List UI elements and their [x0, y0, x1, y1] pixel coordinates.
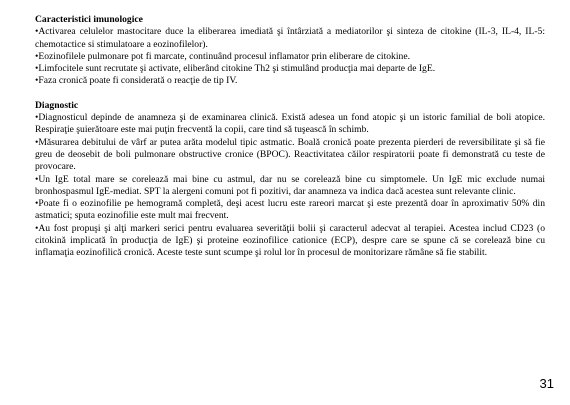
paragraph: •Poate fi o eozinofilie pe hemogramă completă, deşi acest lucru este rareori marcat şi este prezentă doar în aproximativ 50% din astmatici; sputa eozinofilie este mult mai frecvent. [35, 198, 545, 222]
section-spacer [35, 88, 545, 100]
section-title-diagnostic: Diagnostic [35, 99, 79, 111]
paragraph: •Un IgE total mare se corelează mai bine cu astmul, dar nu se corelează bine cu simptomele. Un IgE mic exclude numai bronhospasmul IgE-mediat. SPT la alergeni comuni pot fi pozitivi, dar anamneza va indica dacă acestea sunt relevante clinic. [35, 173, 545, 197]
paragraph: •Limfocitele sunt recrutate şi activate, eliberând citokine Th2 şi stimulând producţia mai departe de IgE. [35, 63, 436, 75]
page-number: 31 [539, 376, 554, 391]
paragraph: •Faza cronică poate fi considerată o reacţie de tip IV. [35, 75, 238, 87]
document-page [35, 14, 545, 260]
paragraph: •Diagnosticul depinde de anamneza şi de examinarea clinică. Există adesea un fond atopic şi un istoric familial de boli atopice. Respiraţie şuierătoare este mai puţin frecventă la copii, care tind să tuşească în schimb. [35, 112, 545, 136]
paragraph: •Activarea celulelor mastocitare duce la eliberarea imediată şi întârziată a mediatorilor şi sinteza de citokine (IL-3, IL-4, IL-5: chemotactice si stimulatoare a eozinofilelor). [35, 26, 545, 50]
paragraph: •Măsurarea debitului de vârf ar putea arăta modelul tipic astmatic. Boală cronică poate prezenta pierderi de reversibilitate şi să fie greu de deosebit de boli pulmonare obstructive cronice (BPOC). Reactivitatea căilor respiratorii poate fi demonstrată cu teste de provocare. [35, 136, 545, 173]
paragraph: •Eozinofilele pulmonare pot fi marcate, continuând procesul inflamator prin eliberare de citokine. [35, 50, 410, 62]
section-title-immunologic: Caracteristici imunologice [35, 14, 143, 25]
paragraph: •Au fost propuşi şi alţi markeri serici pentru evaluarea severităţii bolii şi caracterul adecvat al terapiei. Acestea includ CD23 (o citokină implicată în producţia de IgE) şi proteine eozinofilice cationice (ECP), despre care se spune că se corelează bine cu inflamaţia eozinofilică cronică. Aceste teste sunt scumpe şi rolul lor în procesul de monitorizare rămâne să fie stabilit. [35, 222, 545, 259]
